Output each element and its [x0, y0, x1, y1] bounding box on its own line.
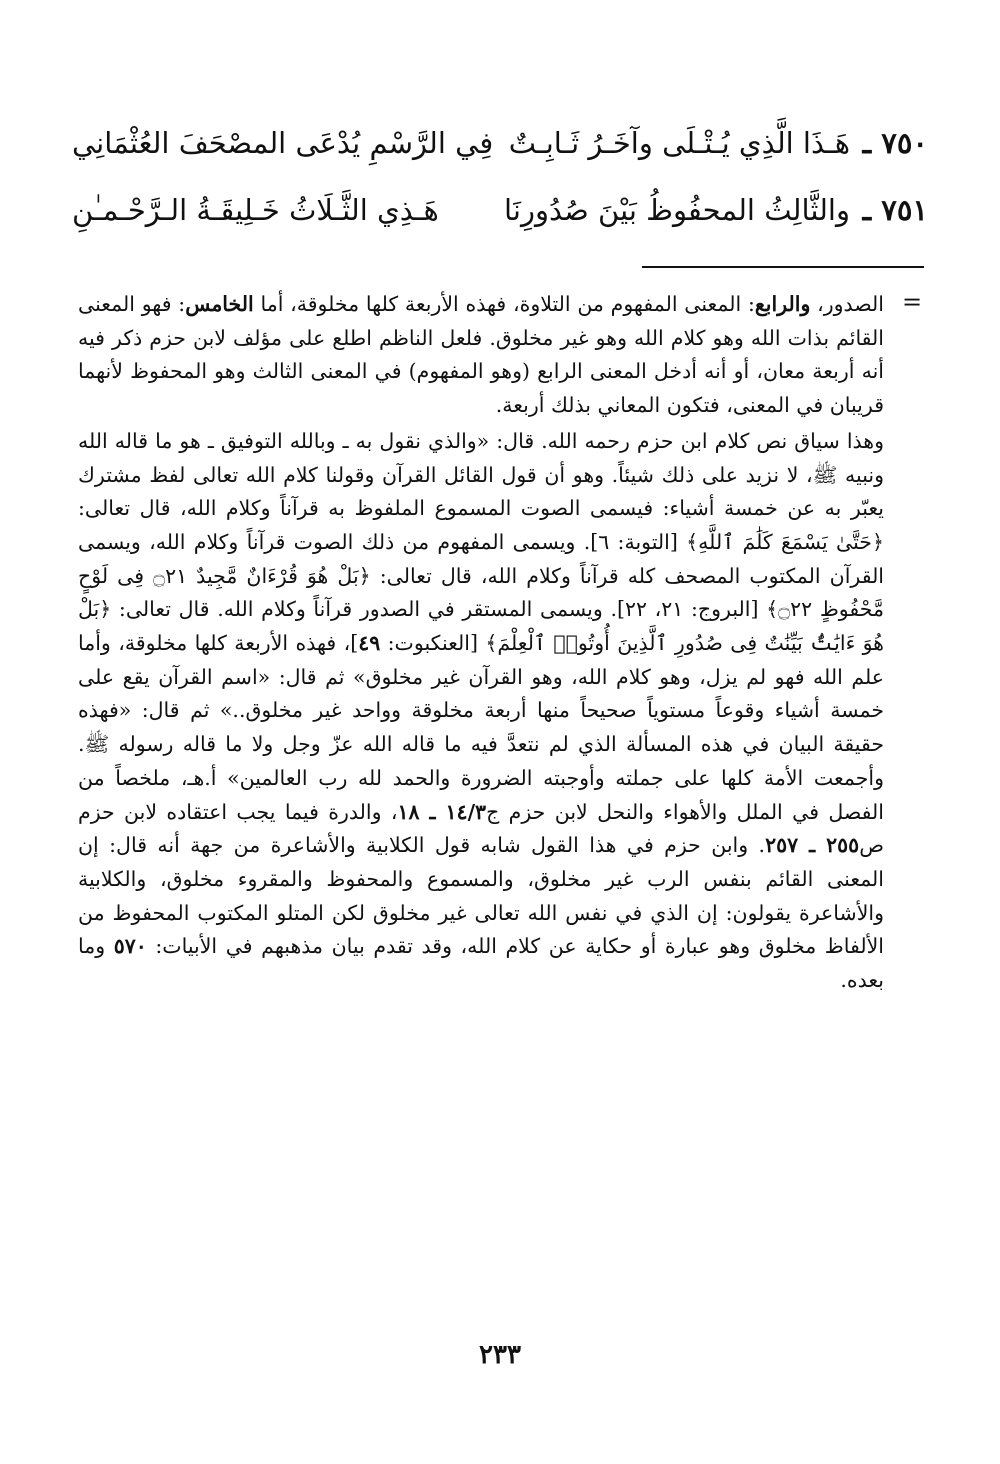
verse-number: ٧٥٠ ـ — [862, 126, 928, 160]
verse-first-hemistich: والثَّالِثُ المحفُوظُ بَيْنَ صُدُورِنَا — [504, 193, 850, 227]
footnote-paragraph: الصدور، والرابع: المعنى المفهوم من التلاوة، فهذه الأربعة كلها مخلوقة، أما الخامس: فهو المعنى القائم بذات الله وهو كلام الله وهو غير مخلوق. فلعل الناظم اطلع على مؤلف لابن حزم ذكر فيه أنه أربعة معان، أو أنه أدخل المعنى الرابع (وهو المفهوم) في المعنى الثالث وهو المحفوظ لأنهما قريبان في المعنى، فتكون المعاني بذلك أربعة. — [78, 292, 884, 418]
quran-quote: ﴿حَتَّىٰ يَسْمَعَ كَلَٰمَ ٱللَّهِ﴾ — [686, 529, 884, 554]
verse-number: ٧٥١ ـ — [862, 193, 928, 227]
footnote-continuation-marker: = — [902, 288, 923, 316]
verse-first-hemistich: هَـذَا الَّذِي يُـتْـلَى وآخَـرُ ثَـابِـتٌ — [508, 126, 850, 160]
verse-row — [72, 180, 928, 240]
footnote-paragraph: وهذا سياق نص كلام ابن حزم رحمه الله. قال: «والذي نقول به ـ وبالله التوفيق ـ هو ما قاله الله ونبيه ﷺ، لا نزيد على ذلك شيئاً. وهو أن قول القائل القرآن وقولنا كلام الله تعالى لفظ مشترك يعبّر به عن خمسة أشياء: فيسمى الصوت المسموع الملفوظ به قرآناً وكلام الله، قال تعالى: ﴿حَتَّىٰ يَسْمَعَ كَلَٰمَ ٱللَّهِ﴾ [التوبة: ٦]. ويسمى المفهوم من ذلك الصوت قرآناً وكلام الله، ويسمى القرآن المكتوب المصحف كله قرآناً وكلام الله، قال تعالى: ﴿بَلْ هُوَ قُرْءَانٌ مَّجِيدٌ ۝٢١ فِى لَوْحٍ مَّحْفُوظٍ ۝٢٢﴾ [البروج: ٢١، ٢٢]. ويسمى المستقر في الصدور قرآناً وكلام الله. قال تعالى: ﴿بَلْ هُوَ ءَايَٰتٌۢ بَيِّنَٰتٌ فِى صُدُورِ ٱلَّذِينَ أُوتُوا۟ ٱلْعِلْمَ﴾ [العنكبوت: ٤٩]، فهذه الأربعة كلها مخلوقة، وأما علم الله فهو لم يزل، وهو كلام الله، وهو القرآن غير مخلوق» ثم قال: «اسم القرآن يقع على خمسة أشياء وقوعاً مستوياً صحيحاً منها أربعة مخلوقة وواحد غير مخلوق..» ثم قال: «فهذه حقيقة البيان في هذه المسألة الذي لم نتعدَّ فيه ما قاله الله عزّ وجل ولا ما قاله رسوله ﷺ. وأجمعت الأمة كلها على جملته وأوجبته الضرورة والحمد لله رب العالمين» أ.هـ، ملخصاً من الفصل في الملل والأهواء والنحل لابن حزم ج١٤/٣ ـ ١٨، والدرة فيما يجب اعتقاده لابن حزم ص٢٥٥ ـ ٢٥٧. وابن حزم في هذا القول شابه قول الكلابية والأشاعرة من جهة أنه قال: إن المعنى القائم بنفس الرب غير مخلوق، والمسموع والمحفوظ والمقروء مخلوق، والكلابية والأشاعرة يقولون: إن الذي في نفس الله تعالى غير مخلوق لكن المتلو المكتوب المحفوظ من الألفاظ مخلوق وهو عبارة أو حكاية عن كلام الله، وقد تقدم بيان مذهبهم في الأبيات: ٥٧٠ وما بعده. — [78, 428, 885, 993]
page-number: ٢٣٣ — [479, 1340, 521, 1370]
verse-second-hemistich: هَـذِي الثَّـلَاثُ خَـلِيقَـةُ الـرَّحْـمـٰنِ — [72, 193, 439, 227]
footnote-separator — [642, 266, 924, 268]
footnote-text — [78, 288, 884, 998]
quran-quote: ﴿بَلْ هُوَ ءَايَٰتٌۢ بَيِّنَٰتٌ فِى صُدُورِ ٱلَّذِينَ أُوتُوا۟ ٱلْعِلْمَ﴾ — [78, 597, 884, 656]
verse-second-hemistich: فِي الرَّسْمِ يُدْعَى المصْحَفَ العُثْمَانِي — [72, 126, 494, 160]
verse-row — [72, 113, 928, 173]
quran-quote: ﴿بَلْ هُوَ قُرْءَانٌ مَّجِيدٌ ۝٢١ فِى لَوْحٍ مَّحْفُوظٍ ۝٢٢﴾ — [78, 563, 884, 622]
